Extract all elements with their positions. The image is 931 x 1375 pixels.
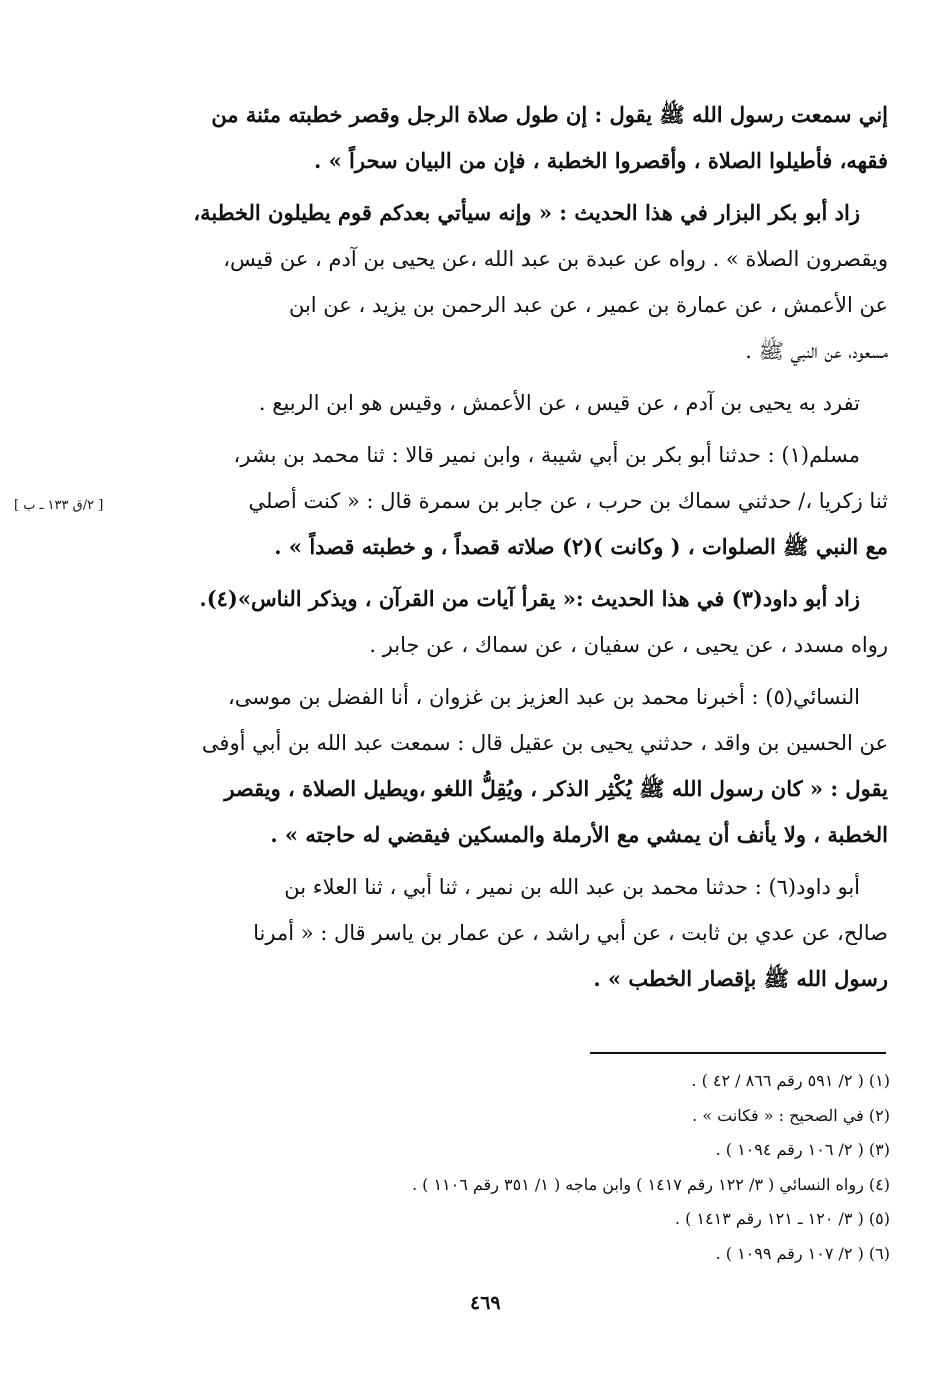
footnotes bbox=[200, 1064, 890, 1271]
footnote-1: (١) ( ٢/ ٥٩١ رقم ٨٦٦ / ٤٢ ) . bbox=[691, 1071, 890, 1090]
footnote-4: (٤) رواه النسائي ( ٣/ ١٢٢ رقم ١٤١٧ ) وابن ماجه ( ١/ ٣٥١ رقم ١١٠٦ ) . bbox=[411, 1174, 890, 1194]
text-line: صالح، عن عدي بن ثابت ، عن أبي راشد ، عن عمار بن ياسر قال : « أمرنا bbox=[253, 921, 888, 945]
text-line: الخطبة ، ولا يأنف أن يمشي مع الأرملة والمسكين فيقضي له حاجته » . bbox=[270, 822, 888, 847]
paragraph-5 bbox=[148, 576, 888, 668]
paragraph-4 bbox=[148, 432, 888, 570]
text-line: زاد أبو داود(٣) في هذا الحديث :« يقرأ آيات من القرآن ، ويذكر الناس»(٤). bbox=[199, 586, 860, 611]
text-line: عن الحسين بن واقد ، حدثني يحيى بن عقيل قال : سمعت عبد الله بن أبي أوفى bbox=[201, 731, 888, 755]
text-line: أبو داود(٦) : حدثنا محمد بن عبد الله بن نمير ، ثنا أبي ، ثنا العلاء بن bbox=[284, 875, 860, 899]
paragraph-7 bbox=[148, 864, 888, 1002]
paragraph-6 bbox=[148, 674, 888, 858]
text-line: ثنا زكريا ،/ حدثني سماك بن حرب ، عن جابر بن سمرة قال : « كنت أصلي bbox=[248, 489, 888, 513]
text-line: مسعود، عن النبي ﷺ . bbox=[745, 339, 888, 363]
text-line: يقول : « كان رسول الله ﷺ يُكْثِر الذكر ، ويُقِلُّ اللغو ،ويطيل الصلاة ، ويقصر bbox=[224, 776, 888, 801]
footnote-divider bbox=[590, 1052, 886, 1054]
text-line: النسائي(٥) : أخبرنا محمد بن عبد العزيز بن غزوان ، أنا الفضل بن موسى، bbox=[227, 685, 860, 709]
footnote-5: (٥) ( ٣/ ١٢٠ ـ ١٢١ رقم ١٤١٣ ) . bbox=[674, 1209, 890, 1228]
text-line: مسلم(١) : حدثنا أبو بكر بن أبي شيبة ، وابن نمير قالا : ثنا محمد بن بشر، bbox=[233, 443, 860, 467]
text-line: إني سمعت رسول الله ﷺ يقول : إن طول صلاة الرجل وقصر خطبته مئنة من bbox=[211, 102, 888, 127]
text-line: رواه مسدد ، عن يحيى ، عن سفيان ، عن سماك ، عن جابر . bbox=[369, 633, 888, 657]
page-number: ٤٦٩ bbox=[470, 1292, 501, 1314]
footnote-2: (٢) في الصحيح : « فكانت » . bbox=[692, 1105, 890, 1125]
text-line: عن الأعمش ، عن عمارة بن عمير ، عن عبد الرحمن بن يزيد ، عن ابن bbox=[288, 293, 888, 317]
main-text bbox=[148, 92, 888, 1008]
paragraph-1 bbox=[148, 92, 888, 184]
paragraph-2 bbox=[148, 190, 888, 374]
text-line: ويقصرون الصلاة » . رواه عن عبدة بن عبد الله ،عن يحيى بن آدم ، عن قيس، bbox=[223, 247, 888, 271]
paragraph-3 bbox=[148, 380, 888, 426]
text-line: رسول الله ﷺ بإقصار الخطب » . bbox=[593, 966, 888, 991]
footnote-3: (٣) ( ٢/ ١٠٦ رقم ١٠٩٤ ) . bbox=[715, 1140, 890, 1159]
footnote-6: (٦) ( ٢/ ١٠٧ رقم ١٠٩٩ ) . bbox=[715, 1243, 890, 1263]
manuscript-margin-note: [ ٢/ق ١٣٣ ـ ب ] bbox=[14, 498, 104, 513]
text-line: فقهه، فأطيلوا الصلاة ، وأقصروا الخطبة ، فإن من البيان سحراً » . bbox=[314, 148, 888, 173]
text-line: تفرد به يحيى بن آدم ، عن قيس ، عن الأعمش ، وقيس هو ابن الربيع . bbox=[258, 391, 860, 415]
text-line: مع النبي ﷺ الصلوات ، ( وكانت )(٢) صلاته قصداً ، و خطبته قصداً » . bbox=[274, 534, 888, 559]
text-line: زاد أبو بكر البزار في هذا الحديث : « وإنه سيأتي بعدكم قوم يطيلون الخطبة، bbox=[193, 200, 860, 225]
